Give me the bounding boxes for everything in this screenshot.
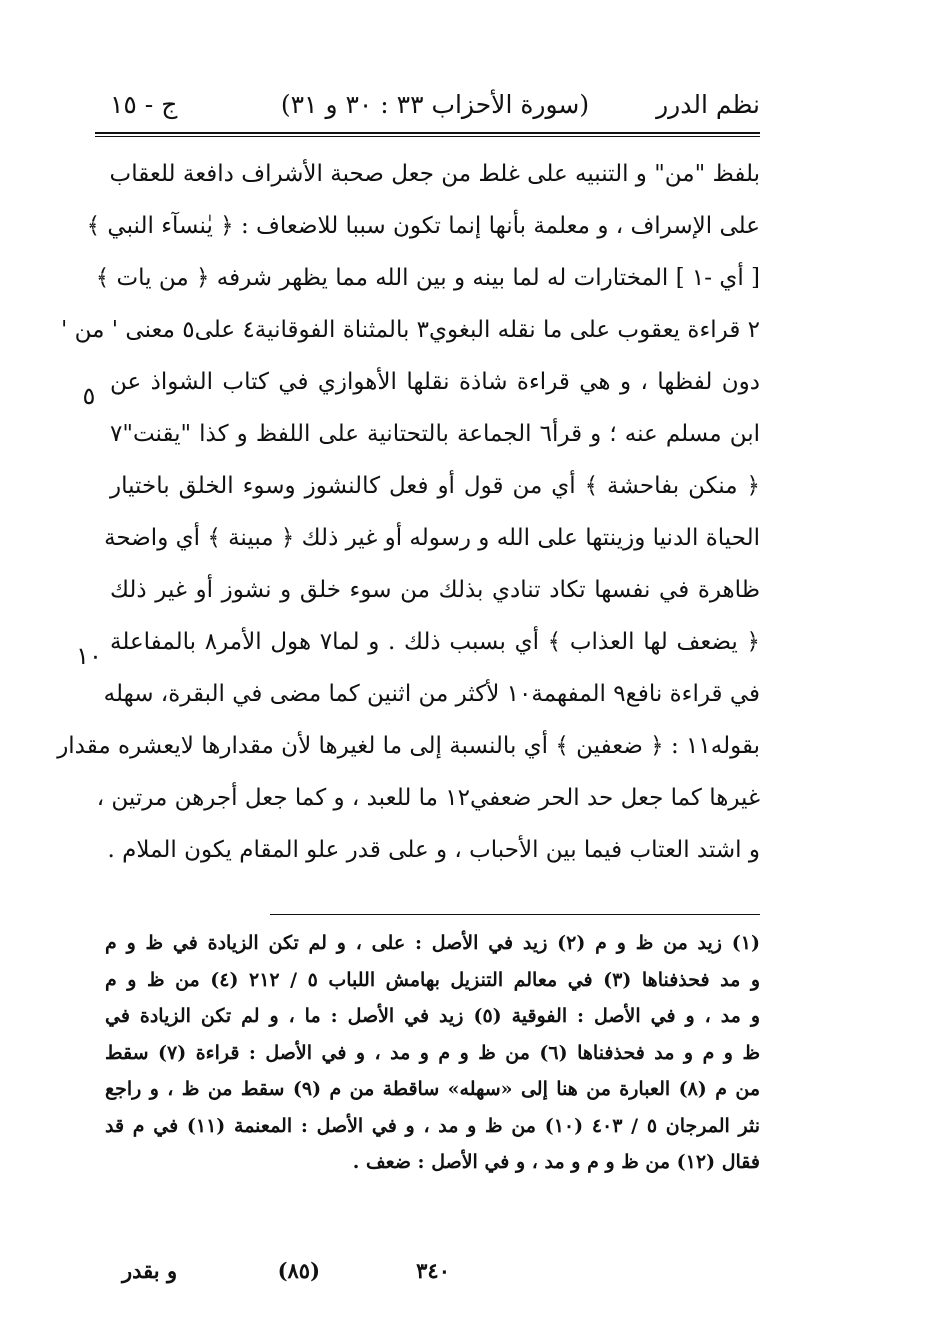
text-line: و اشتد العتاب فيما بين الأحباب ، و على قدر علو المقام يكون الملام . bbox=[107, 837, 760, 863]
text-line: ﴿ يضعف لها العذاب ﴾ أي بسبب ذلك . و لما٧ هول الأمر٨ بالمفاعلة bbox=[110, 629, 760, 655]
signature-mark: (٨٥) bbox=[277, 1258, 320, 1283]
text-line: ٢ قراءة يعقوب على ما نقله البغوي٣ بالمثناة الفوقانية٤ على٥ معنى ' من ' bbox=[61, 317, 760, 343]
text-line: ﴿ منكن بفاحشة ﴾ أي من قول أو فعل كالنشوز وسوء الخلق باختيار bbox=[110, 473, 760, 499]
text-line: غيرها كما جعل حد الحر ضعفي١٢ ما للعبد ، و كما جعل أجرهن مرتين ، bbox=[96, 785, 760, 811]
footnote-line: و مد ، و في الأصل : الفوقية (٥) زيد في الأصل : ما ، و لم تكن الزيادة في bbox=[105, 1005, 760, 1027]
text-line: في قراءة نافع٩ المفهمة١٠ لأكثر من اثنين كما مضى في البقرة، سهله bbox=[103, 681, 760, 707]
footnote-rule bbox=[270, 914, 760, 915]
volume-number: ج - ١٥ bbox=[110, 90, 178, 119]
text-line: بلفظ "من" و التنبيه على غلط من جعل صحبة الأشراف دافعة للعقاب bbox=[109, 161, 760, 187]
catchword: و بقدر bbox=[122, 1258, 178, 1283]
book-title: نظم الدرر bbox=[656, 90, 760, 119]
page-number: ٣٤٠ bbox=[416, 1258, 450, 1283]
text-line: ظاهرة في نفسها تكاد تنادي بذلك من سوء خلق و نشوز أو غير ذلك bbox=[110, 577, 760, 603]
footnote-line: و مد فحذفناها (٣) في معالم التنزيل بهامش اللباب ٥ / ٢١٢ (٤) من ظ و م bbox=[105, 968, 760, 991]
text-line: على الإسراف ، و معلمة بأنها إنما تكون سببا للاضعاف : ﴿ يٰنسآء النبي ﴾ bbox=[86, 213, 760, 239]
surah-reference: (سورة الأحزاب ٣٣ : ٣٠ و ٣١) bbox=[280, 90, 590, 119]
header-rule-thin bbox=[95, 136, 760, 137]
text-line: [ أي -١ ] المختارات له لما بينه و بين الله مما يظهر شرفه ﴿ من يات ﴾ bbox=[95, 265, 760, 291]
footnote-line: نثر المرجان ٥ / ٤٠٣ (١٠) من ظ و مد ، و في الأصل : المعنمة (١١) في م قد bbox=[105, 1114, 761, 1137]
footnote-line: فقال (١٢) من ظ و م و مد ، و في الأصل : ضعف . bbox=[352, 1151, 760, 1173]
main-text bbox=[57, 148, 760, 876]
footnote-line: ظ و م و مد فحذفناها (٦) من ظ و م و مد ، و في الأصل : قراءة (٧) سقط bbox=[105, 1041, 761, 1064]
footnotes bbox=[105, 925, 760, 1181]
text-line: دون لفظها ، و هي قراءة شاذة نقلها الأهوازي في كتاب الشواذ عن bbox=[110, 369, 760, 395]
text-line: ابن مسلم عنه ؛ و قرأ٦ الجماعة بالتحتانية على اللفظ و كذا "يقنت"٧ bbox=[110, 421, 760, 447]
footnote-line: من م (٨) العبارة من هنا إلى «سهله» ساقطة من م (٩) سقط من ظ ، و راجع bbox=[105, 1078, 761, 1100]
line-number-10: ١٠ bbox=[76, 642, 102, 670]
text-line: الحياة الدنيا وزينتها على الله و رسوله أو غير ذلك ﴿ مبينة ﴾ أي واضحة bbox=[104, 525, 760, 551]
running-header bbox=[110, 84, 760, 128]
page-footer bbox=[110, 1258, 760, 1292]
footnote-line: (١) زيد من ظ و م (٢) زيد في الأصل : على ، و لم تكن الزيادة في ظ و م bbox=[105, 932, 760, 954]
line-number-5: ٥ bbox=[82, 382, 96, 410]
header-rule bbox=[95, 132, 760, 134]
text-line: بقوله١١ : ﴿ ضعفين ﴾ أي بالنسبة إلى ما لغيرها لأن مقدارها لايعشره مقدار bbox=[57, 733, 760, 759]
